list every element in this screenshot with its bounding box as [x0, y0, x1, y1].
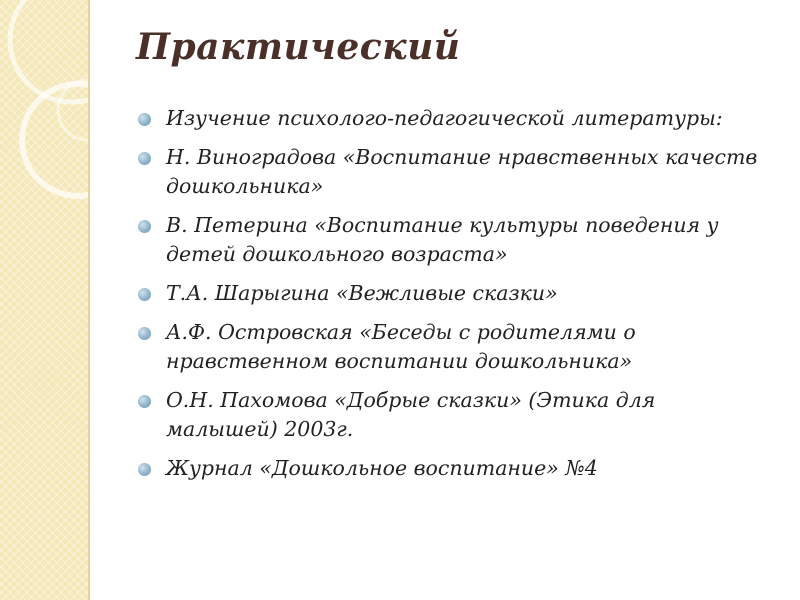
list-item [138, 318, 768, 376]
decorative-circles [0, 0, 88, 600]
list-item [138, 143, 768, 201]
slide-title: Практический [136, 26, 461, 68]
side-strip-divider [88, 0, 90, 600]
list-item-text: В. Петерина «Воспитание культуры поведения у детей дошкольного возраста» [166, 213, 719, 266]
bullet-icon [138, 152, 151, 165]
bullet-icon [138, 327, 151, 340]
list-item [138, 279, 768, 308]
list-item-text: Изучение психолого-педагогической литературы: [166, 106, 723, 130]
list-item-text: Т.А. Шарыгина «Вежливые сказки» [166, 281, 558, 305]
list-item [138, 211, 768, 269]
list-item [138, 386, 768, 444]
bullet-icon [138, 220, 151, 233]
bullet-icon [138, 463, 151, 476]
list-item [138, 104, 768, 133]
bullet-icon [138, 113, 151, 126]
list-item-text: О.Н. Пахомова «Добрые сказки» (Этика для малышей) 2003г. [166, 388, 656, 441]
decorative-side-strip [0, 0, 88, 600]
bullet-icon [138, 395, 151, 408]
bullet-list [138, 104, 768, 493]
list-item-text: Н. Виноградова «Воспитание нравственных качеств дошкольника» [166, 145, 758, 198]
bullet-icon [138, 288, 151, 301]
list-item-text: А.Ф. Островская «Беседы с родителями о нравственном воспитании дошкольника» [166, 320, 636, 373]
list-item [138, 454, 768, 483]
list-item-text: Журнал «Дошкольное воспитание» №4 [166, 456, 598, 480]
